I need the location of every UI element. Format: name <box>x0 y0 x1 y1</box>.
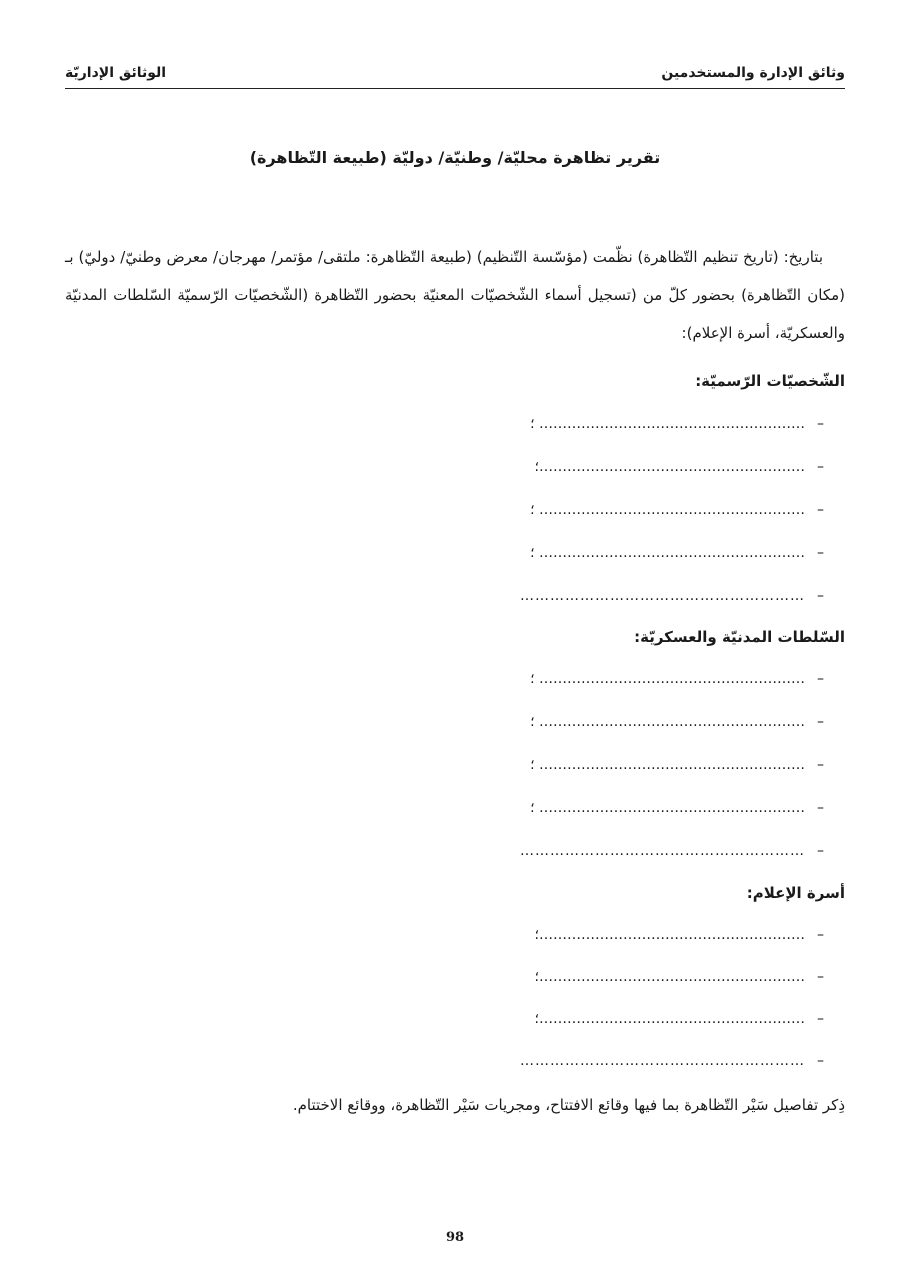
dotted-field: ………………………………………………… ؛ <box>530 714 805 730</box>
section-heading-official-figures: الشّخصيّات الرّسميّة: <box>695 372 845 390</box>
dash-mark: – <box>817 502 825 518</box>
fill-line <box>530 800 825 816</box>
fill-line <box>530 714 825 730</box>
dotted-field: ………………………………………………… ؛ <box>530 545 805 561</box>
dotted-field: ………………………………………………… <box>520 1053 805 1069</box>
fill-line <box>530 502 825 518</box>
dash-mark: – <box>817 416 825 432</box>
dotted-field: ………………………………………………… ؛ <box>530 671 805 687</box>
dash-mark: – <box>817 1011 825 1027</box>
dotted-field: ………………………………………………… <box>520 843 805 859</box>
fill-line <box>535 969 825 985</box>
fill-line <box>530 671 825 687</box>
fill-line <box>520 1053 825 1069</box>
closing-paragraph: ذِكر تفاصيل سَيْر التّظاهرة بما فيها وقائع الافتتاح، ومجريات سَيْر التّظاهرة، ووقائع الاختتام. <box>292 1096 845 1114</box>
fill-line <box>530 545 825 561</box>
header-left-title: الوثائق الإداريّة <box>65 65 167 81</box>
fill-line <box>530 416 825 432</box>
dash-mark: – <box>817 969 825 985</box>
dotted-field: …………………………………………………؛ <box>534 1011 805 1027</box>
section-heading-civil-military-authorities: السّلطات المدنيّة والعسكريّة: <box>634 628 845 646</box>
dash-mark: – <box>817 545 825 561</box>
fill-line <box>535 1011 825 1027</box>
page-number: 98 <box>445 1230 465 1245</box>
dotted-field: …………………………………………………؛ <box>534 927 805 943</box>
dotted-field: …………………………………………………؛ <box>534 969 805 985</box>
dash-mark: – <box>817 671 825 687</box>
dotted-field: ………………………………………………… ؛ <box>530 416 805 432</box>
dotted-field: ………………………………………………… ؛ <box>530 800 805 816</box>
fill-line <box>520 843 825 859</box>
header-right-title: وثائق الإدارة والمستخدمين <box>661 65 845 81</box>
page-header <box>65 58 845 89</box>
dash-mark: – <box>817 757 825 773</box>
intro-text: بتاريخ: (تاريخ تنظيم التّظاهرة) نظّمت (مؤسّسة التّنظيم) (طبيعة التّظاهرة: ملتقى/ مؤتمر/ مهرجان/ معرض وطنيّ/ دوليّ) بـ (مكان التّظاهرة) بحضور كلّ من (تسجيل أسماء الشّخصيّات المعنيّة بحضور التّظاهرة (الشّخصيّات الرّسميّة السّلطات المدنيّة والعسكريّة، أسرة الإعلام): <box>65 248 845 342</box>
dash-mark: – <box>817 843 825 859</box>
fill-line <box>535 459 825 475</box>
fill-line <box>530 757 825 773</box>
dash-mark: – <box>817 1053 825 1069</box>
section-heading-media: أسرة الإعلام: <box>746 884 845 902</box>
document-title: تقرير تظاهرة محليّة/ وطنيّة/ دوليّة (طبيعة التّظاهرة) <box>249 148 661 167</box>
dash-mark: – <box>817 714 825 730</box>
dotted-field: …………………………………………………؛ <box>534 459 805 475</box>
dash-mark: – <box>817 927 825 943</box>
dash-mark: – <box>817 800 825 816</box>
dash-mark: – <box>817 459 825 475</box>
dotted-field: ………………………………………………… <box>520 588 805 604</box>
intro-paragraph <box>65 238 845 352</box>
fill-line <box>520 588 825 604</box>
fill-line <box>535 927 825 943</box>
dash-mark: – <box>817 588 825 604</box>
dotted-field: ………………………………………………… ؛ <box>530 757 805 773</box>
dotted-field: ………………………………………………… ؛ <box>530 502 805 518</box>
